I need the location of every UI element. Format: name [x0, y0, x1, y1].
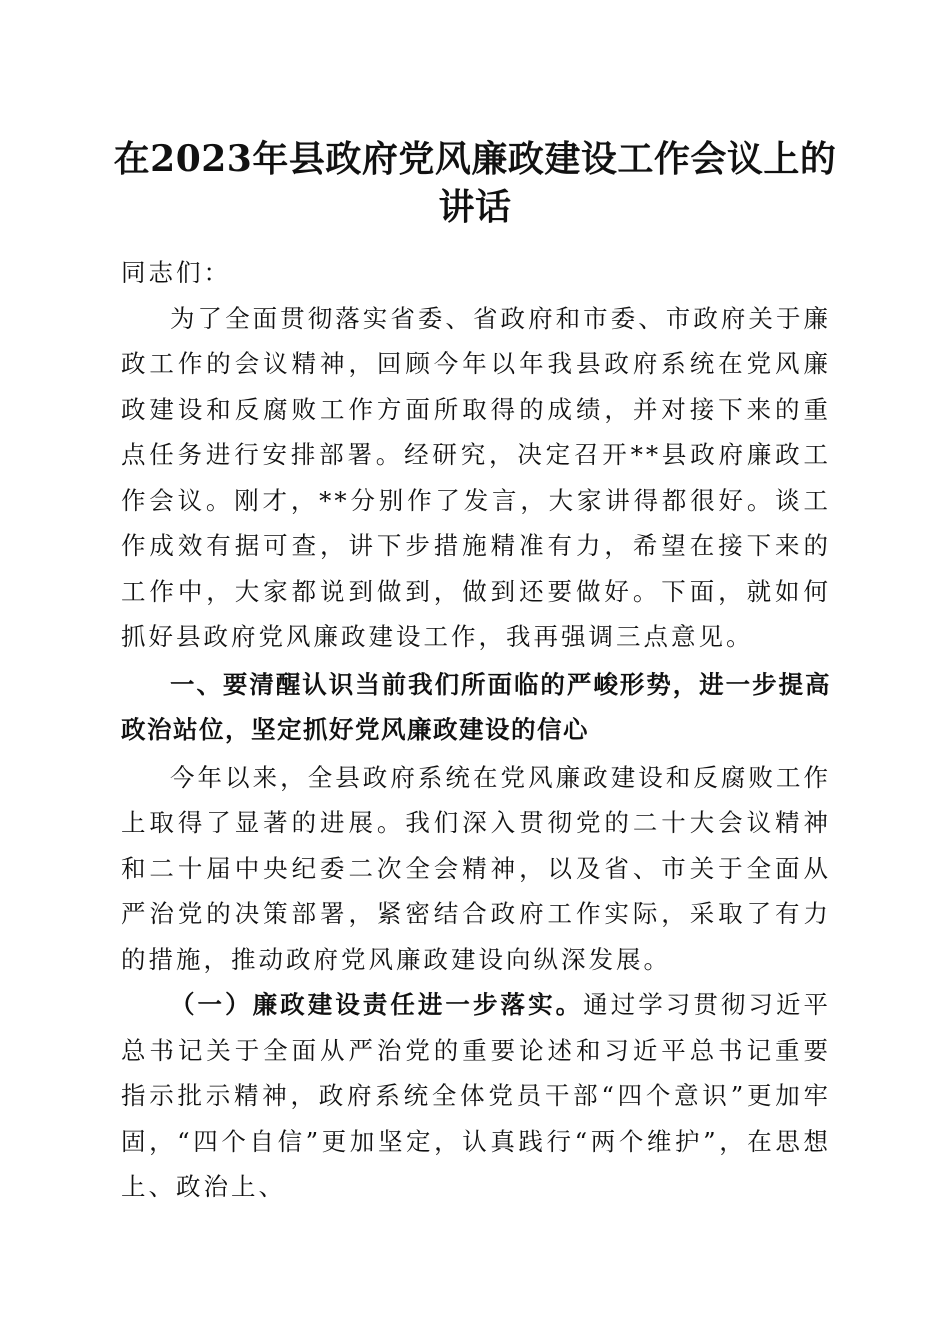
document-body	[121, 250, 831, 1210]
section-1-paragraph: 今年以来，全县政府系统在党风廉政建设和反腐败工作上取得了显著的进展。我们深入贯彻党的二十大会议精神和二十届中央纪委二次全会精神，以及省、市关于全面从严治党的决策部署，紧密结合政府工作实际，采取了有力的措施，推动政府党风廉政建设向纵深发展。	[121, 762, 831, 974]
subsection-1-paragraph	[121, 982, 831, 1210]
section-heading-1: 一、要清醒认识当前我们所面临的严峻形势，进一步提高政治站位，坚定抓好党风廉政建设的信心	[121, 669, 831, 744]
subsection-1-lead: （一）廉政建设责任进一步落实。	[170, 990, 584, 1019]
title-line-2: 讲话	[438, 186, 512, 228]
subsection-1-body: 通过学习贯彻习近平总书记关于全面从严治党的重要论述和习近平总书记重要指示批示精神，政府系统全体党员干部“四个意识”更加牢固，“四个自信”更加坚定，认真践行“两个维护”，在思想上、政治上、	[121, 990, 832, 1201]
document-title	[100, 135, 850, 231]
salutation: 同志们：	[121, 258, 231, 287]
intro-paragraph: 为了全面贯彻落实省委、省政府和市委、市政府关于廉政工作的会议精神，回顾今年以年我县政府系统在党风廉政建设和反腐败工作方面所取得的成绩，并对接下来的重点任务进行安排部署。经研究，决定召开**县政府廉政工作会议。刚才，**分别作了发言，大家讲得都很好。谈工作成效有据可查，讲下步措施精准有力，希望在接下来的工作中，大家都说到做到，做到还要做好。下面，就如何抓好县政府党风廉政建设工作，我再强调三点意见。	[121, 303, 831, 651]
title-line-1: 在2023年县政府党风廉政建设工作会议上的	[113, 138, 837, 180]
